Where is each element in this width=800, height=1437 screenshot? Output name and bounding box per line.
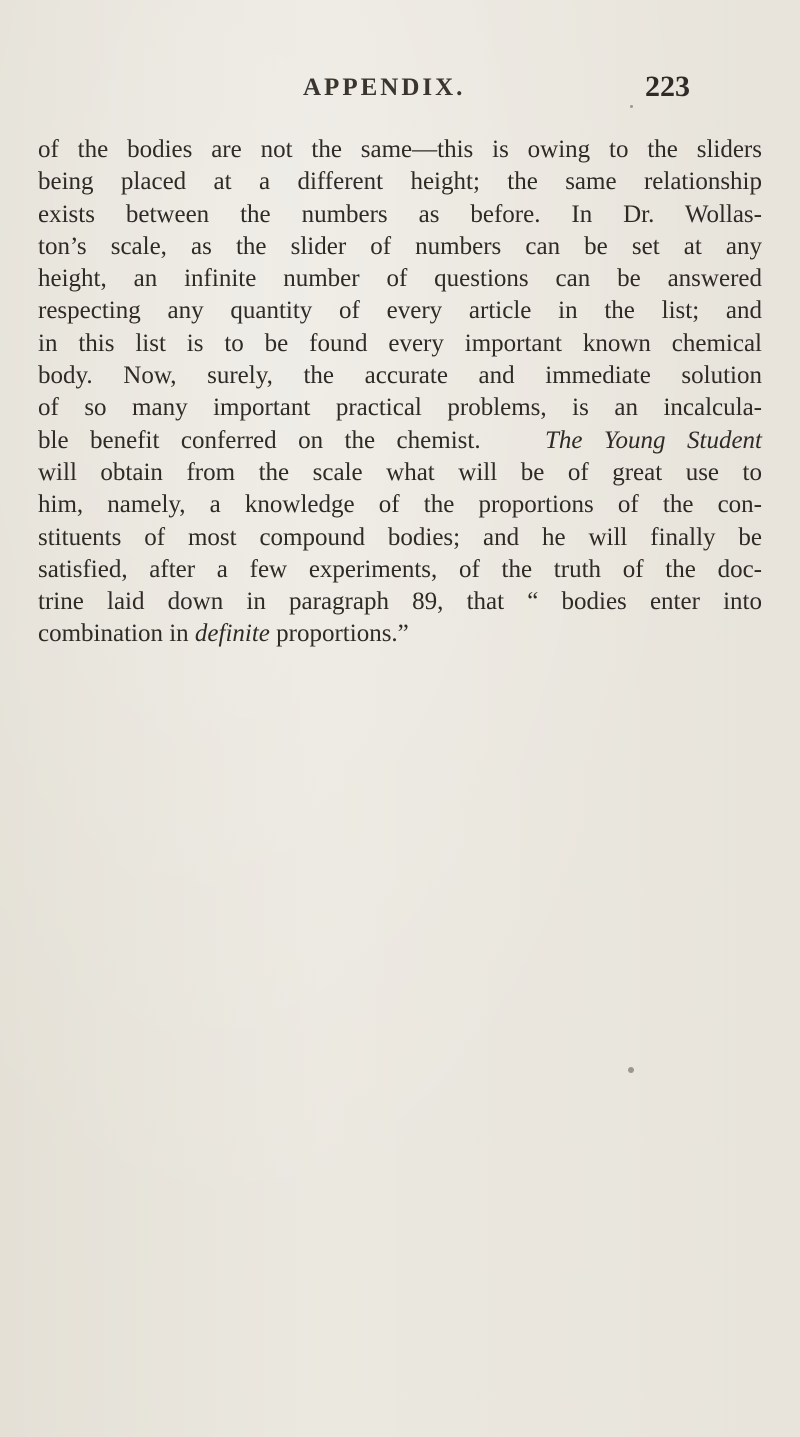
text-line: exists between the numbers as before. In Dr. Wollas- — [38, 200, 762, 228]
text-line — [38, 425, 762, 457]
text-line: being placed at a different height; the same relationship — [38, 168, 762, 196]
body-paragraph — [38, 134, 762, 651]
text-line: of the bodies are not the same—this is owing to the sliders — [38, 136, 762, 163]
text-line: body. Now, surely, the accurate and immediate solution — [38, 362, 762, 390]
paper-speck — [628, 1067, 634, 1073]
text-line: ton’s scale, as the slider of numbers can be set at any — [38, 232, 762, 260]
text-line: respecting any quantity of every article in the list; and — [38, 297, 762, 325]
text-line: height, an infinite number of questions can be answered — [38, 265, 762, 293]
text-line: satisfied, after a few experiments, of the truth of the doc- — [38, 555, 762, 583]
italic-title: The Young Student — [544, 426, 762, 454]
italic-word: definite — [194, 620, 270, 648]
text-line — [38, 618, 762, 650]
text-line: him, namely, a knowledge of the proportions of the con- — [38, 491, 762, 519]
page-header — [0, 70, 800, 114]
text-line: will obtain from the scale what will be of great use to — [38, 458, 762, 486]
paper-speck — [630, 105, 633, 108]
text-line: stituents of most compound bodies; and he will finally be — [38, 523, 762, 551]
text-line: in this list is to be found every important known chemical — [38, 329, 762, 357]
text-segment: combination in — [38, 620, 189, 648]
text-segment: ble benefit conferred on the chemist. — [38, 426, 481, 454]
text-line: of so many important practical problems, is an incalcula- — [38, 394, 762, 422]
text-line: trine laid down in paragraph 89, that “ bodies enter into — [38, 588, 762, 616]
page-number: 223 — [645, 70, 690, 103]
running-head: APPENDIX. — [303, 74, 466, 101]
text-segment: proportions.” — [276, 620, 409, 648]
